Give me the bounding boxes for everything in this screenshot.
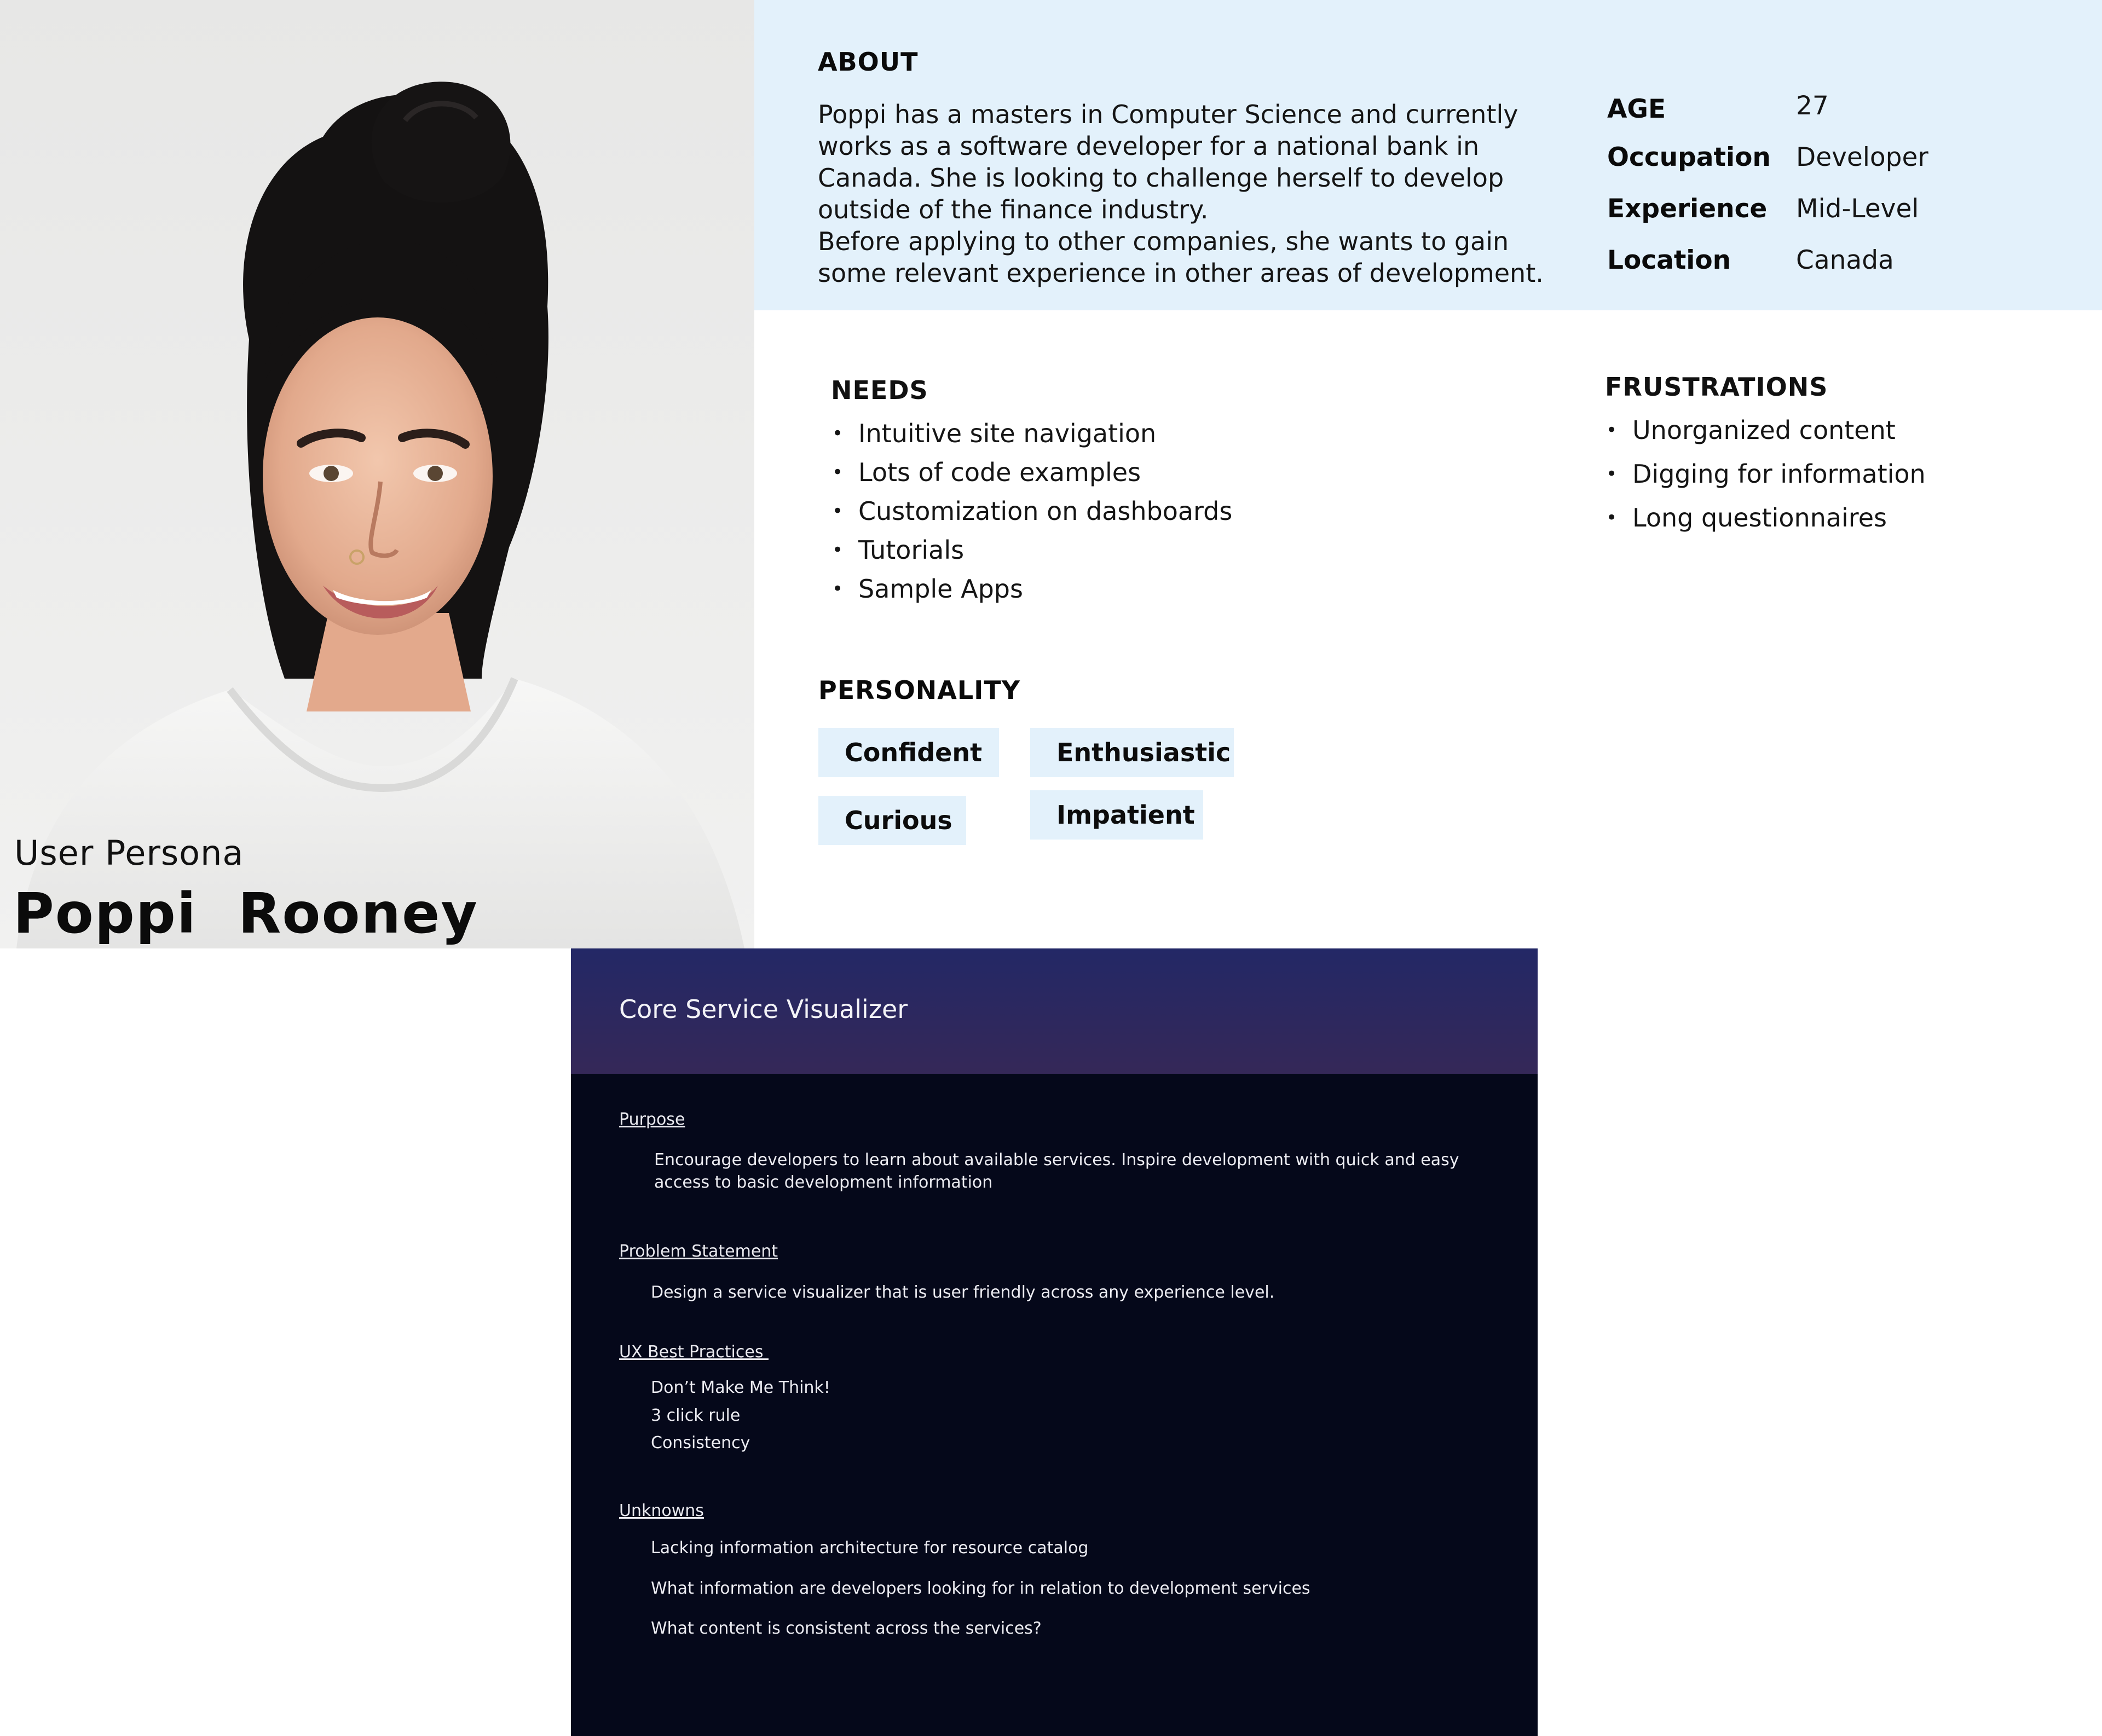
stat-value: Developer xyxy=(1796,142,1928,172)
about-text xyxy=(818,99,1551,289)
trait-tag: Enthusiastic xyxy=(1030,728,1234,777)
list-item: 3 click rule xyxy=(651,1406,741,1425)
list-item: • Tutorials xyxy=(831,534,1232,572)
needs-heading: NEEDS xyxy=(831,375,928,405)
personality-heading: PERSONALITY xyxy=(818,675,1021,705)
about-heading: ABOUT xyxy=(818,47,919,77)
stat-row-location xyxy=(1607,245,2045,283)
list-item: • Long questionnaires xyxy=(1605,501,1926,545)
stat-label: Location xyxy=(1607,245,1731,275)
trait-tag: Confident xyxy=(818,728,999,777)
about-section xyxy=(754,0,2102,310)
about-paragraph: Poppi has a masters in Computer Science and currently works as a software developer for a national bank in Canada. She is looking to challenge herself to develop outside of the finance industry. xyxy=(818,100,1518,224)
document-title: Core Service Visualizer xyxy=(619,994,908,1024)
trait-tag: Impatient xyxy=(1030,790,1203,840)
stat-value: Canada xyxy=(1796,245,1894,275)
bullet-icon: • xyxy=(832,423,844,444)
list-item: Consistency xyxy=(651,1433,750,1453)
list-item: What content is consistent across the services? xyxy=(651,1619,1042,1638)
persona-caption: User Persona xyxy=(14,833,244,873)
list-item: • Customization on dashboards xyxy=(831,495,1232,534)
list-item: • Intuitive site navigation xyxy=(831,417,1232,456)
portrait-illustration xyxy=(0,0,754,948)
service-brief-document xyxy=(571,948,1538,1736)
frustrations-list xyxy=(1605,414,1926,545)
trait-tag: Curious xyxy=(818,796,966,845)
document-header xyxy=(571,948,1538,1074)
list-item: • Lots of code examples xyxy=(831,456,1232,495)
list-item: Don’t Make Me Think! xyxy=(651,1378,830,1397)
persona-photo xyxy=(0,0,754,948)
bullet-icon: • xyxy=(1606,507,1618,529)
problem-statement-text: Design a service visualizer that is user friendly across any experience level. xyxy=(651,1283,1275,1302)
stat-label: Occupation xyxy=(1607,142,1771,172)
bullet-icon: • xyxy=(832,500,844,522)
stat-label: Experience xyxy=(1607,194,1768,224)
unknowns-label: Unknowns xyxy=(619,1501,704,1520)
bullet-icon: • xyxy=(832,578,844,600)
list-item: • Sample Apps xyxy=(831,572,1232,611)
bullet-icon: • xyxy=(1606,463,1618,485)
stat-row-experience xyxy=(1607,194,2045,232)
stat-row-occupation xyxy=(1607,142,2045,181)
stat-row-age xyxy=(1607,91,2045,129)
stat-value: 27 xyxy=(1796,91,1829,121)
list-item: • Unorganized content xyxy=(1605,414,1926,458)
frustrations-section xyxy=(1605,372,1926,545)
bullet-icon: • xyxy=(832,539,844,561)
persona-name: Poppi Rooney xyxy=(13,881,478,946)
stat-value: Mid-Level xyxy=(1796,194,1919,224)
ux-best-practices-label: UX Best Practices xyxy=(619,1342,769,1362)
list-item: What information are developers looking for in relation to development services xyxy=(651,1579,1310,1598)
about-paragraph: Before applying to other companies, she wants to gain some relevant experience in other areas of development. xyxy=(818,227,1544,288)
bullet-icon: • xyxy=(832,461,844,483)
list-item: • Digging for information xyxy=(1605,458,1926,501)
purpose-text: Encourage developers to learn about available services. Inspire development with quick and easy access to basic development information xyxy=(654,1150,1459,1192)
problem-statement-label: Problem Statement xyxy=(619,1242,778,1261)
purpose-label: Purpose xyxy=(619,1110,685,1129)
bullet-icon: • xyxy=(1606,419,1618,441)
list-item: Lacking information architecture for resource catalog xyxy=(651,1538,1089,1558)
stat-label: AGE xyxy=(1607,94,1666,124)
needs-section xyxy=(831,375,1232,611)
frustrations-heading: FRUSTRATIONS xyxy=(1605,372,1828,402)
needs-list xyxy=(831,417,1232,611)
